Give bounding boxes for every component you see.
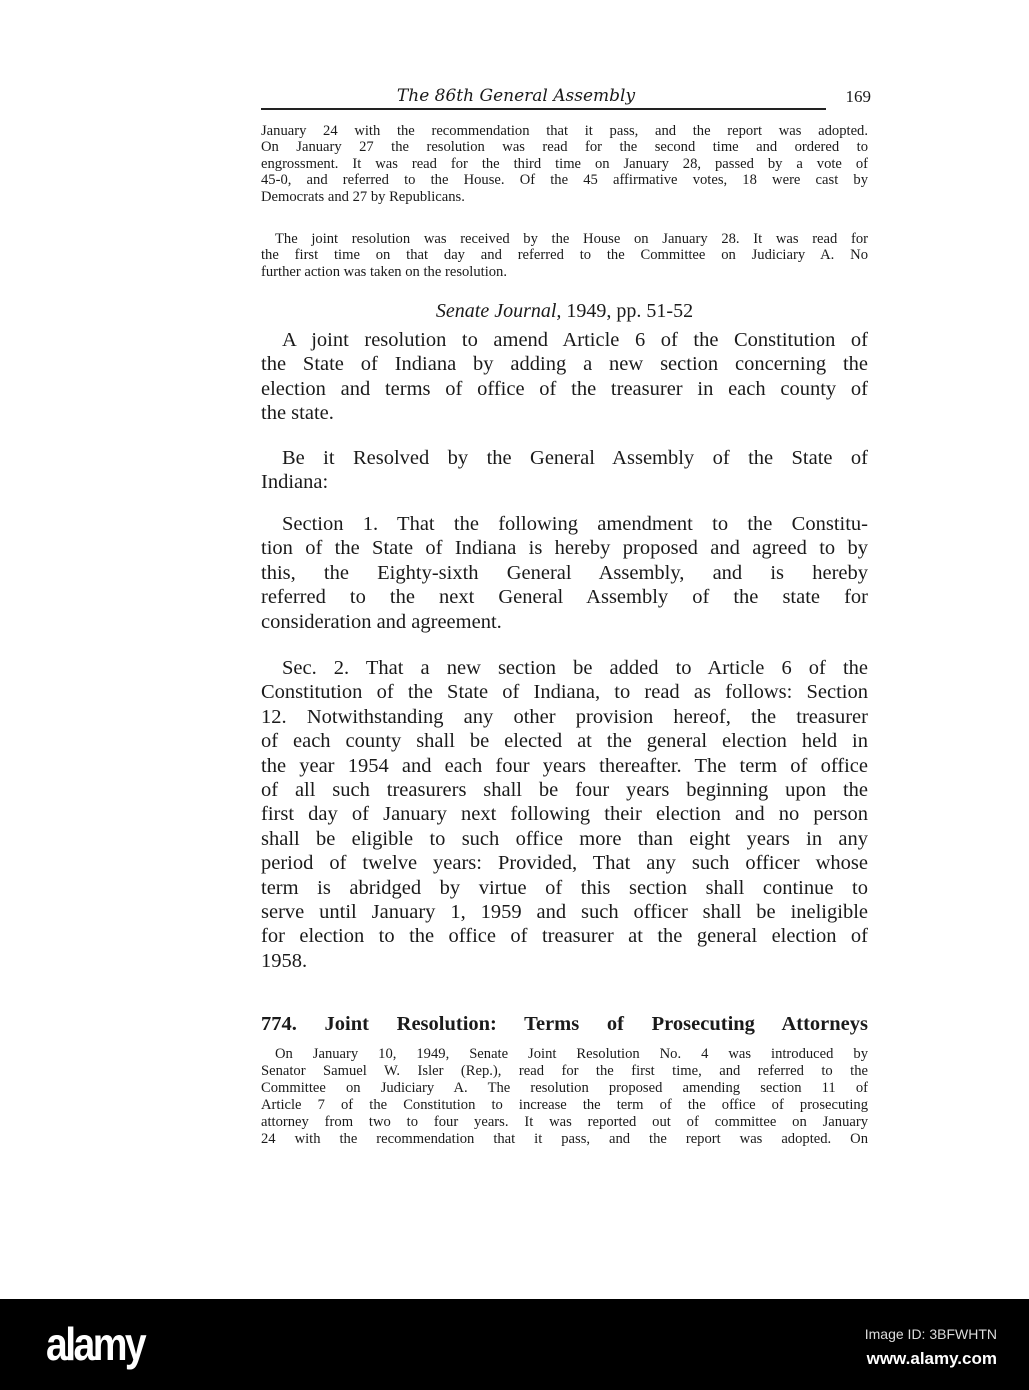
text-line: 24 with the recommendation that it pass, and the report was adopted. On [261,1131,868,1147]
text-line: A joint resolution to amend Article 6 of the Constitution of [282,329,868,351]
text-line: Indiana: [261,471,329,494]
text-line: 1958. [261,949,308,972]
text-line: Committee on Judiciary A. The resolution proposed amending section 11 of [261,1080,868,1096]
text-line: the State of Indiana by adding a new section concerning the [261,353,868,376]
site-url: www.alamy.com [866,1349,997,1368]
source-title: Senate Journal, [435,300,562,322]
text-line: of each county shall be elected at the general election held in [261,730,868,753]
text-line: engrossment. It was read for the third time on January 28, passed by a vote of [261,155,868,172]
watermark-footer [0,1299,1029,1390]
text-line: Senator Samuel W. Isler (Rep.), read for the first time, and referred to the [261,1063,868,1079]
text-line: 12. Notwithstanding any other provision hereof, the treasurer [261,705,868,728]
text-line: Democrats and 27 by Republicans. [261,188,465,205]
source-citation [261,300,868,323]
running-title: The 86th General Assembly [396,86,636,106]
paragraph [261,328,868,426]
alamy-logo: alamy [46,1318,145,1370]
text-line: On January 27 the resolution was read for the second time and ordered to [261,139,868,156]
text-line: for election to the office of treasurer at the general election of [261,925,868,948]
text-line: period of twelve years: Provided, That any such officer whose [261,852,868,875]
text-line: tion of the State of Indiana is hereby proposed and agreed to by [261,537,868,560]
text-line: Sec. 2. That a new section be added to Article 6 of the [282,657,868,679]
text-line: consideration and agreement. [261,610,502,633]
text-line: of all such treasurers shall be four years beginning upon the [261,779,868,802]
header-rule [261,108,826,110]
text-line: first day of January next following their election and no person [261,803,868,826]
running-header [261,86,871,110]
text-line: Section 1. That the following amendment to the Constitu- [282,513,868,535]
text-line: Be it Resolved by the General Assembly of the State of [282,447,868,469]
text-line: attorney from two to four years. It was reported out of committee on January [261,1114,868,1130]
text-line: further action was taken on the resolution. [261,263,507,280]
text-line: 45-0, and referred to the House. Of the 45 affirmative votes, 18 were cast by [261,172,868,189]
paragraph [261,446,868,495]
text-line: the year 1954 and each four years thereafter. The term of office [261,754,868,777]
paragraph [261,123,868,205]
source-pages: 1949, pp. 51-52 [561,300,694,322]
text-line: January 24 with the recommendation that it pass, and the report was adopted. [261,123,868,139]
text-line: shall be eligible to such office more than eight years in any [261,827,868,850]
paragraph [261,512,868,634]
image-id: Image ID: 3BFWHTN [864,1326,997,1342]
text-line: Article 7 of the Constitution to increase the term of the office of prosecuting [261,1097,868,1113]
text-line: referred to the next General Assembly of the state for [261,586,868,609]
text-line: this, the Eighty-sixth General Assembly, and is hereby [261,561,868,584]
text-line: the state. [261,402,334,425]
text-line: Constitution of the State of Indiana, to read as follows: Section [261,681,868,704]
paragraph [261,656,868,973]
text-line: The joint resolution was received by the House on January 28. It was read for [275,231,868,247]
page-number: 169 [845,87,871,106]
text-line: the first time on that day and referred to the Committee on Judiciary A. No [261,247,868,264]
text-line: term is abridged by virtue of this section shall continue to [261,876,868,899]
text-line: election and terms of office of the treasurer in each county of [261,377,868,400]
text-line: On January 10, 1949, Senate Joint Resolution No. 4 was introduced by [275,1046,868,1062]
paragraph [261,1046,868,1148]
text-line: serve until January 1, 1959 and such officer shall be ineligible [261,901,868,924]
paragraph [261,231,868,280]
section-heading: 774. Joint Resolution: Terms of Prosecuting Attorneys [261,1013,868,1035]
